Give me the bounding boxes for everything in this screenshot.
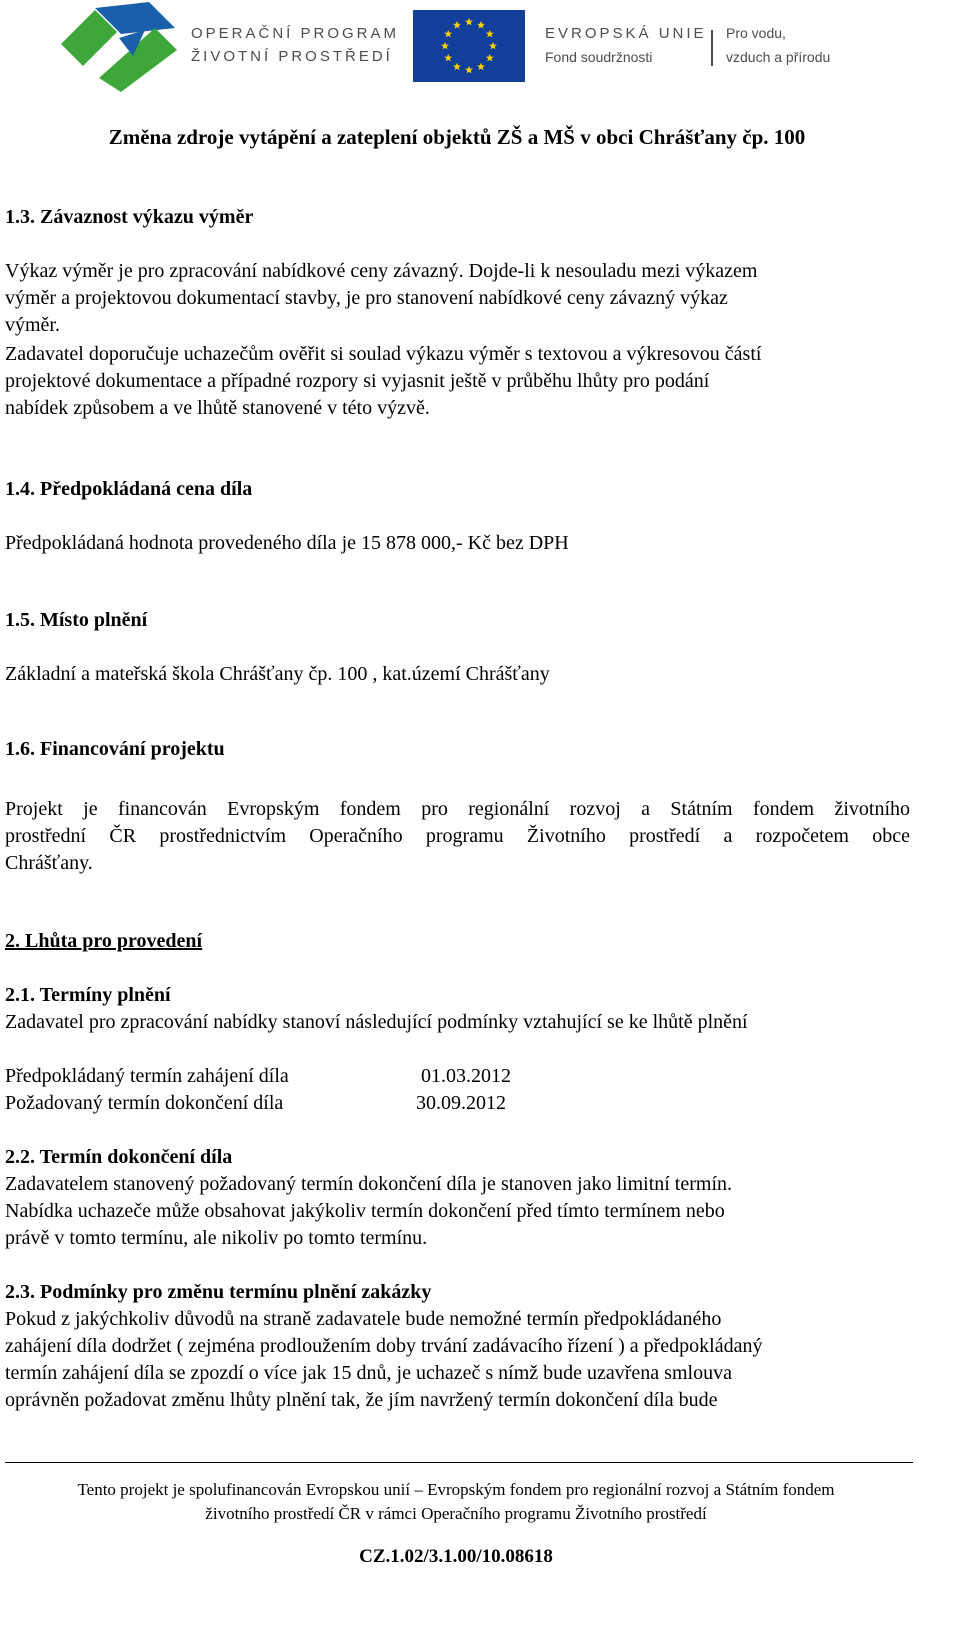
- section-2-2-heading: 2.2. Termín dokončení díla: [5, 1146, 233, 1168]
- op-logo-line1: OPERAČNÍ PROGRAM: [191, 25, 400, 42]
- end-date-value: 30.09.2012: [416, 1092, 506, 1114]
- text-line: termín zahájení díla se zpozdí o více jak 15 dnů, je uchazeč s nímž bude uzavřena smlouva: [5, 1362, 732, 1384]
- text-line: Chrášťany.: [5, 852, 93, 874]
- footer-line-2: životního prostředí ČR v rámci Operačního programu Životního prostředí: [205, 1504, 707, 1523]
- section-1-3-paragraph-2: [5, 341, 761, 422]
- footer-project-code: CZ.1.02/3.1.00/10.08618: [359, 1546, 553, 1567]
- text-line: zahájení díla dodržet ( zejména prodloužením doby trvání zadávacího řízení ) a předpokládaný: [5, 1335, 763, 1357]
- text-line: projektové dokumentace a případné rozpory si vyjasnit ještě v průběhu lhůty pro podání: [5, 370, 710, 392]
- section-1-3-heading: 1.3. Závaznost výkazu výměr: [5, 206, 254, 228]
- text-line: výměr a projektovou dokumentací stavby, je pro stanovení nabídkové ceny závazný výkaz: [5, 287, 728, 309]
- section-2-2-paragraph: [5, 1171, 732, 1252]
- text-line: právě v tomto termínu, ale nikoliv po tomto termínu.: [5, 1227, 428, 1249]
- text-line: Výkaz výměr je pro zpracování nabídkové ceny závazný. Dojde-li k nesouladu mezi výkazem: [5, 260, 758, 282]
- section-2-3-paragraph: [5, 1306, 762, 1414]
- start-date-label: Předpokládaný termín zahájení díla: [5, 1065, 289, 1087]
- end-date-label: Požadovaný termín dokončení díla: [5, 1092, 284, 1114]
- section-1-4-text: Předpokládaná hodnota provedeného díla je 15 878 000,- Kč bez DPH: [5, 532, 569, 554]
- text-line: Projekt je financován Evropským fondem pro regionální rozvoj a Státním fondem životního: [5, 798, 910, 820]
- eu-line2: Fond soudržnosti: [545, 49, 653, 65]
- text-line: oprávněn požadovat změnu lhůty plnění tak, že jím navržený termín dokončení díla bude: [5, 1389, 718, 1411]
- motto-line1: Pro vodu,: [726, 25, 786, 41]
- text-line: prostřední ČR prostřednictvím Operačního programu Životního prostředí a rozpočetem obce: [5, 825, 910, 847]
- footer-line-1: Tento projekt je spolufinancován Evropskou unií – Evropským fondem pro regionální rozvoj a Státním fondem: [77, 1480, 835, 1499]
- text-line: Pokud z jakýchkoliv důvodů na straně zadavatele bude nemožné termín předpokládaného: [5, 1308, 722, 1330]
- section-1-4-heading: 1.4. Předpokládaná cena díla: [5, 478, 253, 500]
- section-2-3-heading: 2.3. Podmínky pro změnu termínu plnění zakázky: [5, 1281, 432, 1303]
- motto-line2: vzduch a přírodu: [726, 49, 831, 65]
- section-1-6-paragraph: [5, 796, 910, 877]
- document-title: Změna zdroje vytápění a zateplení objektů ZŠ a MŠ v obci Chrášťany čp. 100: [108, 125, 806, 149]
- eu-flag-icon: [413, 10, 525, 82]
- section-2-1-text: Zadavatel pro zpracování nabídky stanoví následující podmínky vztahující se ke lhůtě plnění: [5, 1011, 748, 1033]
- text-line: Nabídka uchazeče může obsahovat jakýkoliv termín dokončení před tímto termínem nebo: [5, 1200, 725, 1222]
- section-1-6-heading: 1.6. Financování projektu: [5, 738, 225, 760]
- section-1-3-paragraph-1: [5, 258, 757, 339]
- eu-line1: EVROPSKÁ UNIE: [545, 25, 707, 42]
- section-1-5-heading: 1.5. Místo plnění: [5, 609, 148, 631]
- op-logo-line2: ŽIVOTNÍ PROSTŘEDÍ: [191, 48, 393, 65]
- section-2-1-heading: 2.1. Termíny plnění: [5, 984, 171, 1006]
- section-1-5-text: Základní a mateřská škola Chrášťany čp. 100 , kat.území Chrášťany: [5, 663, 550, 685]
- footer-divider: [5, 1462, 913, 1463]
- section-2-heading: 2. Lhůta pro provedení: [5, 930, 203, 952]
- text-line: Zadavatel doporučuje uchazečům ověřit si soulad výkazu výměr s textovou a výkresovou částí: [5, 343, 762, 365]
- text-line: Zadavatelem stanovený požadovaný termín dokončení díla je stanoven jako limitní termín.: [5, 1173, 733, 1195]
- op-zp-logo-mark: [55, 0, 181, 92]
- start-date-value: 01.03.2012: [421, 1065, 511, 1087]
- logo-divider: [711, 30, 713, 66]
- text-line: výměr.: [5, 314, 60, 336]
- text-line: nabídek způsobem a ve lhůtě stanovené v této výzvě.: [5, 397, 430, 419]
